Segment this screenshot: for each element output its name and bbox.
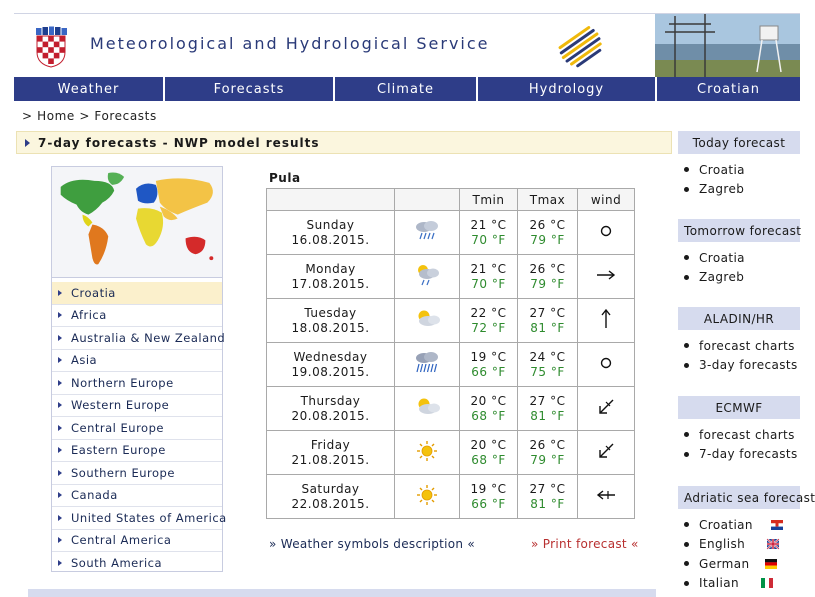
ecmwf-header: ECMWF <box>678 396 800 419</box>
region-item-south-america[interactable] <box>52 552 222 575</box>
header-wind: wind <box>578 189 635 211</box>
bullet-icon <box>684 255 689 260</box>
region-label: Canada <box>71 488 118 503</box>
tmax-celsius: 27 °C <box>529 305 566 320</box>
aladin-box <box>678 307 800 396</box>
arrow-right-icon <box>58 492 62 498</box>
region-label: Australia & New Zealand <box>71 330 226 345</box>
arrow-right-icon <box>58 290 62 296</box>
wind-arrow-southwest-icon <box>595 440 617 462</box>
tomorrow-croatia-link[interactable] <box>682 248 800 268</box>
heavy-rain-icon <box>412 350 442 376</box>
region-label: Asia <box>71 353 98 368</box>
bullet-icon <box>684 343 689 348</box>
day-name: Tuesday <box>304 305 357 320</box>
region-label: Africa <box>71 308 107 323</box>
bullet-icon <box>684 561 689 566</box>
day-date: 22.08.2015. <box>291 496 370 511</box>
tmin-celsius: 21 °C <box>470 261 507 276</box>
tmin-cell <box>460 211 518 255</box>
bullet-icon <box>684 363 689 368</box>
italy-flag-icon <box>761 578 773 588</box>
site-header <box>14 13 800 77</box>
arrow-right-icon <box>58 425 62 431</box>
day-date: 19.08.2015. <box>291 364 370 379</box>
adriatic-header: Adriatic sea forecast <box>678 486 800 509</box>
tomorrow-forecast-header: Tomorrow forecast <box>678 219 800 242</box>
germany-flag-icon <box>765 559 777 569</box>
weather-cell <box>395 431 460 475</box>
link-label: English <box>699 537 746 552</box>
aladin-list <box>678 330 800 375</box>
tmax-cell <box>518 431 578 475</box>
croatia-flag-icon <box>771 520 783 530</box>
sun-cloud-icon <box>412 394 442 420</box>
weather-cell <box>395 255 460 299</box>
day-name: Monday <box>305 261 356 276</box>
region-label: Eastern Europe <box>71 443 166 458</box>
nav-weather[interactable]: Weather <box>14 77 165 101</box>
tmin-cell <box>460 343 518 387</box>
tmin-fahrenheit: 70 °F <box>471 232 506 247</box>
region-label: Central America <box>71 533 172 548</box>
tmax-cell <box>518 299 578 343</box>
region-item-central-europe[interactable] <box>52 417 222 440</box>
link-label: Zagreb <box>699 270 745 285</box>
page-title: 7-day forecasts - NWP model results <box>38 135 320 150</box>
adriatic-box <box>678 486 815 593</box>
weather-cell <box>395 387 460 431</box>
link-label: Croatia <box>699 250 745 265</box>
breadcrumb[interactable]: > Home > Forecasts <box>22 109 157 123</box>
day-cell <box>267 431 395 475</box>
wind-arrow-west-icon <box>594 485 618 505</box>
arrow-right-icon <box>58 402 62 408</box>
page-title-bar <box>16 131 672 154</box>
right-sidebar <box>678 131 815 593</box>
weather-station-photo <box>655 14 800 78</box>
tomorrow-forecast-box <box>678 219 800 307</box>
header-day <box>267 189 395 211</box>
wind-arrow-southwest-icon <box>595 396 617 418</box>
day-cell <box>267 475 395 519</box>
arrow-right-icon <box>58 470 62 476</box>
bullet-icon <box>684 432 689 437</box>
table-row <box>267 299 635 343</box>
world-map-icon[interactable] <box>52 167 222 278</box>
bullet-icon <box>684 187 689 192</box>
link-label: Italian <box>699 576 740 591</box>
adriatic-german-link[interactable] <box>682 554 800 574</box>
cloud-rain-icon <box>412 218 442 244</box>
day-cell <box>267 211 395 255</box>
aladin-3-day-forecasts-link[interactable] <box>682 356 800 376</box>
wind-arrow-east-icon <box>594 265 618 285</box>
forecast-table <box>266 188 635 519</box>
today-zagreb-link[interactable] <box>682 180 800 200</box>
day-name: Wednesday <box>293 349 368 364</box>
region-label: South America <box>71 556 163 571</box>
region-label: Croatia <box>71 285 116 300</box>
arrow-right-icon <box>58 357 62 363</box>
tmin-fahrenheit: 72 °F <box>471 320 506 335</box>
tmax-fahrenheit: 79 °F <box>530 232 565 247</box>
tmin-fahrenheit: 68 °F <box>471 408 506 423</box>
day-name: Saturday <box>301 481 360 496</box>
today-croatia-link[interactable] <box>682 160 800 180</box>
tmin-celsius: 20 °C <box>470 393 507 408</box>
table-row <box>267 475 635 519</box>
arrow-right-icon <box>25 139 30 147</box>
bullet-icon <box>684 275 689 280</box>
day-cell <box>267 255 395 299</box>
tmax-cell <box>518 475 578 519</box>
region-label: Northern Europe <box>71 375 174 390</box>
adriatic-english-link[interactable] <box>682 535 800 555</box>
table-row <box>267 255 635 299</box>
ecmwf-forecast-charts-link[interactable] <box>682 425 800 445</box>
nav-climate[interactable]: Climate <box>335 77 478 101</box>
tmin-fahrenheit: 66 °F <box>471 496 506 511</box>
header-tmax: Tmax <box>518 189 578 211</box>
wind-cell <box>578 387 635 431</box>
wind-cell <box>578 431 635 475</box>
arrow-right-icon <box>58 515 62 521</box>
adriatic-italian-link[interactable] <box>682 574 800 594</box>
region-panel <box>51 166 227 572</box>
ecmwf-7-day-forecasts-link[interactable] <box>682 445 800 465</box>
tmax-fahrenheit: 81 °F <box>530 408 565 423</box>
region-item-asia[interactable] <box>52 350 222 373</box>
tmax-cell <box>518 387 578 431</box>
main-nav <box>14 77 800 101</box>
wind-cell <box>578 211 635 255</box>
wind-cell <box>578 475 635 519</box>
tmax-celsius: 27 °C <box>529 481 566 496</box>
wind-cell <box>578 299 635 343</box>
tmax-celsius: 24 °C <box>529 349 566 364</box>
tmin-fahrenheit: 66 °F <box>471 364 506 379</box>
adriatic-list <box>678 509 800 593</box>
tmax-fahrenheit: 79 °F <box>530 452 565 467</box>
site-title: Meteorological and Hydrological Service <box>90 34 490 53</box>
arrow-right-icon <box>58 560 62 566</box>
tmax-celsius: 26 °C <box>529 261 566 276</box>
day-name: Thursday <box>300 393 361 408</box>
tmax-fahrenheit: 81 °F <box>530 320 565 335</box>
wind-cell <box>578 255 635 299</box>
link-label: Croatia <box>699 162 745 177</box>
tmin-cell <box>460 387 518 431</box>
arrow-right-icon <box>58 335 62 341</box>
bottom-bar <box>28 589 656 597</box>
tmax-fahrenheit: 81 °F <box>530 496 565 511</box>
arrow-right-icon <box>58 447 62 453</box>
region-item-western-europe[interactable] <box>52 395 222 418</box>
wind-cell <box>578 343 635 387</box>
link-label: German <box>699 556 750 571</box>
sun-icon <box>415 439 439 463</box>
tmax-cell <box>518 343 578 387</box>
region-label: Southern Europe <box>71 465 175 480</box>
bullet-icon <box>684 522 689 527</box>
day-cell <box>267 299 395 343</box>
day-cell <box>267 343 395 387</box>
header-icon <box>395 189 460 211</box>
tomorrow-forecast-list <box>678 242 800 287</box>
region-item-australia-new-zealand[interactable] <box>52 327 226 350</box>
weather-cell <box>395 343 460 387</box>
tmax-fahrenheit: 75 °F <box>530 364 565 379</box>
print-forecast-link[interactable]: » Print forecast « <box>531 537 639 551</box>
tomorrow-zagreb-link[interactable] <box>682 268 800 288</box>
region-item-croatia[interactable] <box>52 282 222 305</box>
dhmz-logo-icon <box>556 22 606 72</box>
day-name: Friday <box>310 437 351 452</box>
tmin-cell <box>460 431 518 475</box>
region-item-central-america[interactable] <box>52 530 222 553</box>
region-label: Western Europe <box>71 398 170 413</box>
tmin-cell <box>460 475 518 519</box>
day-date: 16.08.2015. <box>291 232 370 247</box>
today-forecast-box <box>678 131 800 219</box>
link-label: Zagreb <box>699 182 745 197</box>
day-date: 18.08.2015. <box>291 320 370 335</box>
tmin-fahrenheit: 68 °F <box>471 452 506 467</box>
today-forecast-header: Today forecast <box>678 131 800 154</box>
calm-icon <box>596 353 616 373</box>
weather-cell <box>395 299 460 343</box>
coat-of-arms-icon[interactable] <box>32 26 70 68</box>
tmin-celsius: 21 °C <box>470 217 507 232</box>
region-item-southern-europe[interactable] <box>52 462 222 485</box>
sun-icon <box>415 483 439 507</box>
link-label: 3-day forecasts <box>699 358 798 373</box>
tmax-cell <box>518 255 578 299</box>
region-item-africa[interactable] <box>52 305 222 328</box>
bullet-icon <box>684 542 689 547</box>
sun-cloud-rain-icon <box>412 262 442 288</box>
tmax-fahrenheit: 79 °F <box>530 276 565 291</box>
tmin-fahrenheit: 70 °F <box>471 276 506 291</box>
arrow-right-icon <box>58 380 62 386</box>
region-item-eastern-europe[interactable] <box>52 440 222 463</box>
day-date: 17.08.2015. <box>291 276 370 291</box>
region-label: United States of America <box>71 510 227 525</box>
table-header-row <box>267 189 635 211</box>
link-label: forecast charts <box>699 338 795 353</box>
arrow-right-icon <box>58 537 62 543</box>
tmax-celsius: 27 °C <box>529 393 566 408</box>
uk-flag-icon <box>767 539 779 549</box>
tmax-celsius: 26 °C <box>529 217 566 232</box>
nav-hydrology[interactable]: Hydrology <box>478 77 657 101</box>
region-item-northern-europe[interactable] <box>52 372 222 395</box>
day-date: 21.08.2015. <box>291 452 370 467</box>
link-label: Croatian <box>699 517 753 532</box>
tmin-celsius: 19 °C <box>470 349 507 364</box>
region-item-canada[interactable] <box>52 485 222 508</box>
tmax-cell <box>518 211 578 255</box>
tmin-celsius: 22 °C <box>470 305 507 320</box>
table-row <box>267 387 635 431</box>
region-label: Central Europe <box>71 420 164 435</box>
bullet-icon <box>684 452 689 457</box>
table-row <box>267 211 635 255</box>
ecmwf-box <box>678 396 800 486</box>
wind-arrow-north-icon <box>596 307 616 331</box>
table-row <box>267 343 635 387</box>
bullet-icon <box>684 167 689 172</box>
bullet-icon <box>684 581 689 586</box>
link-label: 7-day forecasts <box>699 447 798 462</box>
region-item-usa[interactable] <box>52 507 227 530</box>
tmin-cell <box>460 255 518 299</box>
tmax-celsius: 26 °C <box>529 437 566 452</box>
day-cell <box>267 387 395 431</box>
aladin-forecast-charts-link[interactable] <box>682 336 800 356</box>
header-tmin: Tmin <box>460 189 518 211</box>
link-label: forecast charts <box>699 427 795 442</box>
today-forecast-list <box>678 154 800 199</box>
arrow-right-icon <box>58 312 62 318</box>
tmin-celsius: 19 °C <box>470 481 507 496</box>
sun-cloud-icon <box>412 306 442 332</box>
adriatic-croatian-link[interactable] <box>682 515 800 535</box>
day-date: 20.08.2015. <box>291 408 370 423</box>
weather-cell <box>395 211 460 255</box>
aladin-header: ALADIN/HR <box>678 307 800 330</box>
calm-icon <box>596 221 616 241</box>
table-row <box>267 431 635 475</box>
ecmwf-list <box>678 419 800 464</box>
city-label: Pula <box>269 171 301 185</box>
weather-cell <box>395 475 460 519</box>
weather-symbols-link[interactable]: » Weather symbols description « <box>269 537 476 551</box>
nav-forecasts[interactable]: Forecasts <box>165 77 335 101</box>
day-name: Sunday <box>306 217 355 232</box>
nav-croatian[interactable]: Croatian <box>657 77 800 101</box>
tmin-celsius: 20 °C <box>470 437 507 452</box>
tmin-cell <box>460 299 518 343</box>
